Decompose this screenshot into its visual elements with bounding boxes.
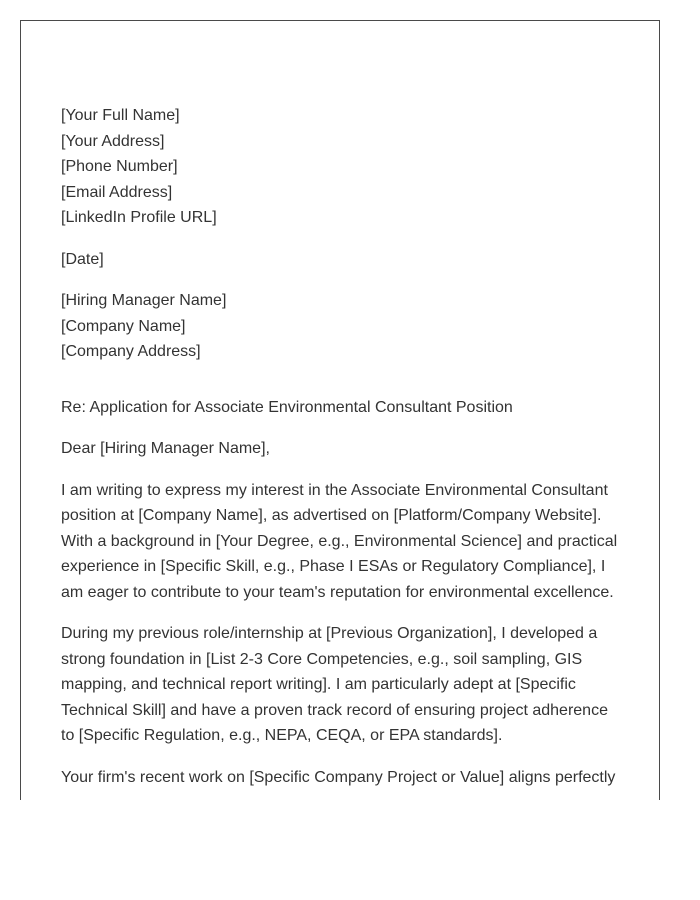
paragraph-line: During my previous role/internship at [Previous Organization], I developed a	[61, 625, 598, 642]
body-paragraph	[61, 621, 631, 749]
paragraph-line: Technical Skill] and have a proven track record of ensuring project adherence	[61, 701, 608, 719]
recipient-hiring-manager: [Hiring Manager Name]	[61, 292, 227, 309]
recipient-company-address: [Company Address]	[61, 343, 201, 360]
sender-address: [Your Address]	[61, 132, 165, 150]
body-paragraph	[61, 765, 631, 791]
letter-page	[20, 20, 660, 800]
paragraph-line: I am writing to express my interest in the Associate Environmental Consultant	[61, 481, 608, 499]
sender-full-name: [Your Full Name]	[61, 107, 180, 124]
paragraph-line: With a background in [Your Degree, e.g., Environmental Science] and practical	[61, 532, 618, 550]
paragraph-line: Your firm's recent work on [Specific Company Project or Value] aligns perfectly	[61, 768, 616, 786]
letter-salutation: Dear [Hiring Manager Name],	[61, 440, 270, 457]
letter-subject: Re: Application for Associate Environmental Consultant Position	[61, 398, 513, 416]
sender-linkedin: [LinkedIn Profile URL]	[61, 209, 217, 226]
paragraph-line: mapping, and technical report writing]. I am particularly adept at [Specific	[61, 676, 576, 693]
recipient-block	[61, 288, 631, 365]
paragraph-line: am eager to contribute to your team's reputation for environmental excellence.	[61, 583, 614, 601]
letter-content	[61, 103, 631, 790]
sender-block	[61, 103, 631, 231]
recipient-company-name: [Company Name]	[61, 317, 186, 335]
salutation-block	[61, 436, 631, 462]
letter-date: [Date]	[61, 250, 104, 268]
sender-email: [Email Address]	[61, 183, 173, 201]
paragraph-line: experience in [Specific Skill, e.g., Phase I ESAs or Regulatory Compliance], I	[61, 558, 606, 575]
sender-phone: [Phone Number]	[61, 158, 178, 175]
paragraph-line: position at [Company Name], as advertised on [Platform/Company Website].	[61, 507, 602, 524]
body-paragraph	[61, 478, 631, 606]
subject-block	[61, 395, 631, 421]
paragraph-line: strong foundation in [List 2-3 Core Competencies, e.g., soil sampling, GIS	[61, 650, 583, 668]
date-block	[61, 247, 631, 273]
paragraph-line: to [Specific Regulation, e.g., NEPA, CEQA, or EPA standards].	[61, 727, 503, 744]
